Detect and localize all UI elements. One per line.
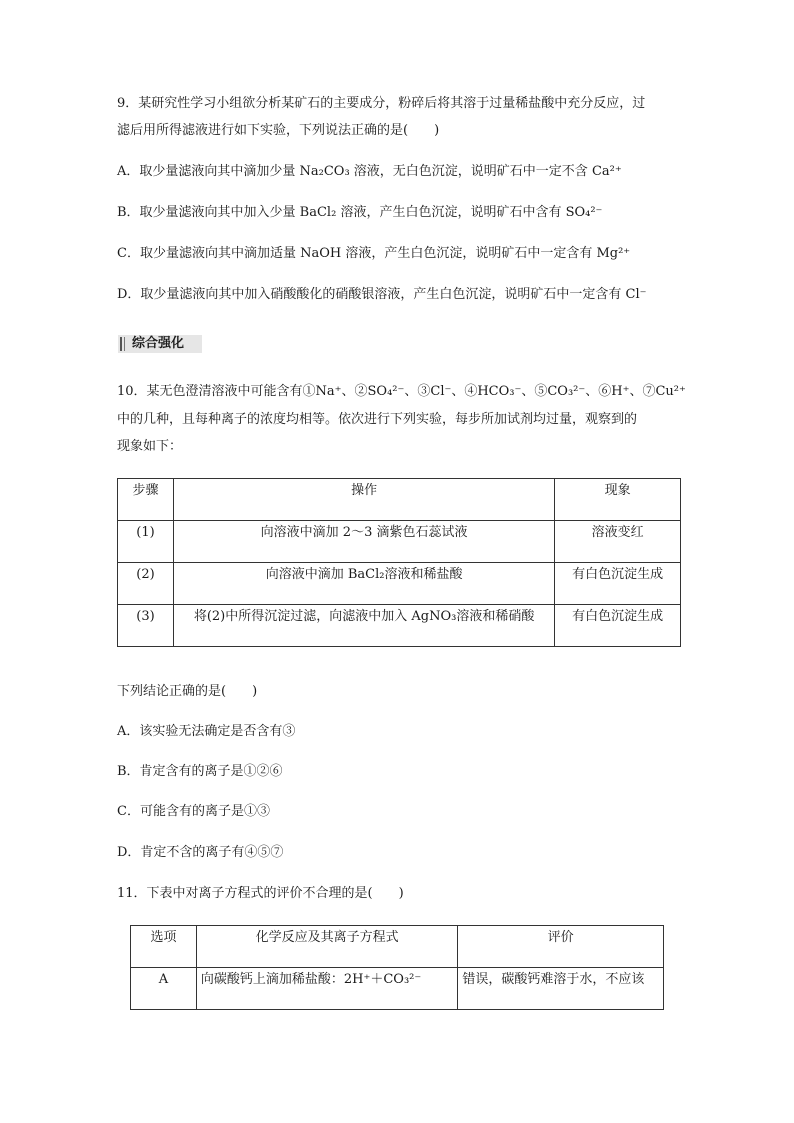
section-title: 综合强化 — [132, 336, 185, 351]
q9-option-a: A．取少量滤液向其中滴加少量 Na₂CO₃ 溶液，无白色沉淀，说明矿石中一定不含 Ca²⁺ — [117, 164, 622, 179]
q9-option-b: B．取少量滤液向其中加入少量 BaCl₂ 溶液，产生白色沉淀，说明矿石中含有 SO₄²⁻ — [117, 205, 603, 220]
header-evaluation: 评价 — [458, 926, 664, 968]
table-cell: (3) — [118, 605, 174, 647]
banner-bar — [120, 337, 122, 351]
header-reaction: 化学反应及其离子方程式 — [196, 926, 457, 968]
header-operation: 操作 — [173, 479, 554, 521]
q10-ask: 下列结论正确的是( ) — [117, 684, 258, 699]
table-cell: (2) — [118, 563, 174, 605]
q10-option-d: D．肯定不含的离子有④⑤⑦ — [117, 845, 284, 860]
table-row — [118, 605, 681, 647]
table-row — [118, 563, 681, 605]
table-cell: 错误，碳酸钙难溶于水，不应该 — [458, 968, 664, 1010]
table-cell: 向溶液中滴加 BaCl₂溶液和稀盐酸 — [173, 563, 554, 605]
q10-stem-line3: 现象如下： — [117, 439, 183, 454]
q10-option-a: A．该实验无法确定是否含有③ — [117, 724, 296, 739]
header-phenomenon: 现象 — [555, 479, 681, 521]
q10-stem-line2: 中的几种，且每种离子的浓度均相等。依次进行下列实验，每步所加试剂均过量，观察到的 — [117, 412, 638, 427]
table-cell: 向碳酸钙上滴加稀盐酸：2H⁺＋CO₃²⁻ — [196, 968, 457, 1010]
q11-stem: 11．下表中对离子方程式的评价不合理的是( ) — [117, 886, 404, 901]
table-cell: 有白色沉淀生成 — [555, 605, 681, 647]
q9-stem-line1: 9．某研究性学习小组欲分析某矿石的主要成分，粉碎后将其溶于过量稀盐酸中充分反应，过 — [117, 96, 646, 111]
table-header-row — [118, 479, 681, 521]
q10-table — [117, 478, 681, 647]
table-cell: A — [131, 968, 197, 1010]
table-row — [131, 968, 664, 1010]
q9-option-d: D．取少量滤液向其中加入硝酸酸化的硝酸银溶液，产生白色沉淀，说明矿石中一定含有 Cl⁻ — [117, 287, 647, 302]
q10-option-c: C．可能含有的离子是①③ — [117, 804, 270, 819]
q9-option-c: C．取少量滤液向其中滴加适量 NaOH 溶液，产生白色沉淀，说明矿石中一定含有 Mg²⁺ — [117, 246, 631, 261]
table-cell: 向溶液中滴加 2～3 滴紫色石蕊试液 — [173, 521, 554, 563]
q10-option-b: B．肯定含有的离子是①②⑥ — [117, 764, 283, 779]
table-cell: 将(2)中所得沉淀过滤，向滤液中加入 AgNO₃溶液和稀硝酸 — [173, 605, 554, 647]
section-banner — [118, 335, 202, 353]
banner-bar-thin — [124, 337, 125, 351]
table-header-row — [131, 926, 664, 968]
table-cell: (1) — [118, 521, 174, 563]
table-cell: 溶液变红 — [555, 521, 681, 563]
header-option: 选项 — [131, 926, 197, 968]
q10-stem-line1: 10．某无色澄清溶液中可能含有①Na⁺、②SO₄²⁻、③Cl⁻、④HCO₃⁻、⑤CO₃²⁻、⑥H⁺、⑦Cu²⁺ — [117, 384, 686, 399]
q11-table — [130, 925, 664, 1010]
header-step: 步骤 — [118, 479, 174, 521]
q9-stem-line2: 滤后用所得滤液进行如下实验，下列说法正确的是( ) — [117, 123, 440, 138]
table-row — [118, 521, 681, 563]
table-cell: 有白色沉淀生成 — [555, 563, 681, 605]
